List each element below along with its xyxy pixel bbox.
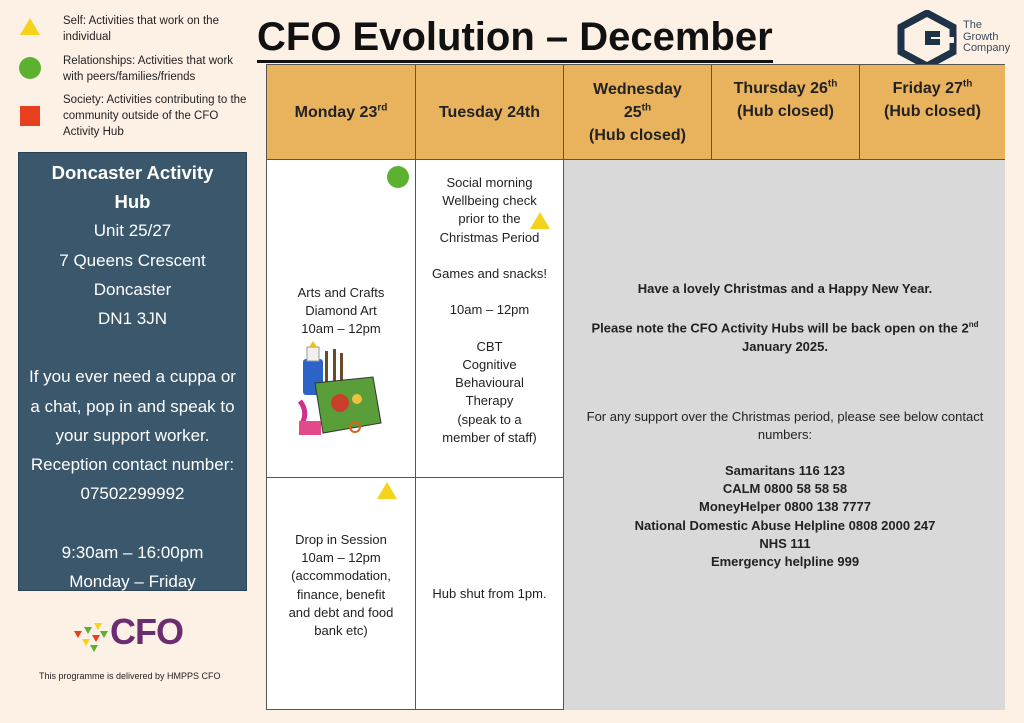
legend-self (18, 13, 258, 53)
activity-line: (speak to a (457, 411, 522, 427)
legend-relationships (18, 53, 258, 93)
activity-line: CBT (476, 338, 503, 354)
activity-line: prior to the (458, 211, 521, 227)
tuesday-pm-cell (416, 478, 564, 710)
activity-line: Arts and Crafts (297, 285, 385, 300)
cfo-logo-text: CFO (110, 611, 183, 652)
footer-note: This programme is delivered by HMPPS CFO (39, 671, 221, 681)
activity-line: Therapy (465, 393, 514, 409)
reopen-note: Please note the CFO Activity Hubs will be back open on the 2nd January 2025. (591, 320, 979, 354)
cfo-triangles-icon (72, 619, 110, 653)
relationships-circle-icon (387, 166, 409, 188)
legend-relationships-text: Relationships: Activities that work with peers/families/friends (63, 55, 234, 83)
square-icon (20, 106, 40, 126)
hexagon-g-icon (896, 10, 958, 66)
reception-phone: 07502299992 (80, 484, 185, 504)
activity-line: (accommodation, (291, 568, 391, 584)
contact-line: Emergency helpline 999 (710, 554, 860, 570)
address-line: DN1 3JN (98, 309, 167, 329)
activity-line: 10am – 12pm (301, 321, 381, 337)
activity-line: Christmas Period (439, 229, 540, 245)
activity-line: Games and snacks! (432, 266, 547, 281)
legend-self-text: Self: Activities that work on the individual (63, 15, 219, 43)
contact-line: CALM 0800 58 58 58 (722, 481, 848, 497)
timetable (266, 64, 1005, 710)
monday-am-cell (267, 160, 416, 478)
reception-label: Reception contact number: (30, 455, 235, 475)
page-title: CFO Evolution – December (257, 14, 773, 63)
activity-line: 10am – 12pm (301, 550, 381, 566)
activity-line: Wellbeing check (442, 193, 537, 209)
opening-days: Monday – Friday (69, 571, 196, 591)
activity-line: 10am – 12pm (449, 302, 530, 318)
cfo-logo (72, 611, 202, 657)
holiday-notice-area (564, 160, 1005, 710)
tuesday-am-cell (416, 160, 564, 478)
activity-line: finance, benefit (296, 586, 386, 602)
opening-hours: 9:30am – 16:00pm (61, 542, 204, 562)
triangle-icon (20, 18, 40, 35)
hub-message: If you ever need a cuppa or a chat, pop in and speak to your support worker. (29, 367, 236, 445)
header-thursday: Thursday 26th (Hub closed) (712, 65, 860, 160)
address-line: Unit 25/27 (93, 221, 172, 241)
address-line: Doncaster (93, 279, 172, 299)
activity-line: member of staff) (442, 429, 537, 445)
contact-line: NHS 111 (759, 535, 811, 551)
activity-line: Cognitive (462, 356, 517, 372)
holiday-greeting: Have a lovely Christmas and a Happy New Year. (637, 281, 933, 296)
support-contacts (574, 462, 996, 571)
growth-company-text: The Growth Company (963, 19, 1011, 54)
hub-info-box (18, 152, 247, 591)
circle-icon (19, 57, 41, 79)
activity-line: Drop in Session (295, 532, 387, 547)
legend-society-text: Society: Activities contributing to the community outside of the CFO Activity Hub (63, 94, 247, 138)
header-friday: Friday 27th (Hub closed) (860, 65, 1005, 160)
monday-pm-cell (267, 478, 416, 710)
header-monday: Monday 23rd (267, 65, 416, 160)
contact-line: Samaritans 116 123 (725, 463, 845, 478)
activity-line: Hub shut from 1pm. (432, 586, 547, 601)
header-wednesday: Wednesday 25th (Hub closed) (564, 65, 712, 160)
activity-line: Social morning (446, 175, 533, 190)
activity-line: bank etc) (314, 623, 368, 639)
arts-crafts-icon (295, 341, 385, 441)
hub-title: Doncaster Activity Hub (51, 162, 214, 213)
growth-company-logo (896, 10, 1016, 66)
contact-line: MoneyHelper 0800 138 7777 (699, 499, 871, 515)
activity-line: Diamond Art (305, 303, 377, 319)
self-triangle-icon (377, 482, 397, 499)
activity-line: Behavioural (455, 375, 524, 391)
contact-line: National Domestic Abuse Helpline 0808 2000 247 (634, 517, 936, 533)
address-line: 7 Queens Crescent (59, 250, 206, 270)
activity-line: and debt and food (288, 604, 394, 620)
support-intro: For any support over the Christmas period, please see below contact numbers: (586, 409, 984, 443)
header-tuesday: Tuesday 24th (416, 65, 564, 160)
legend-society (18, 92, 258, 138)
